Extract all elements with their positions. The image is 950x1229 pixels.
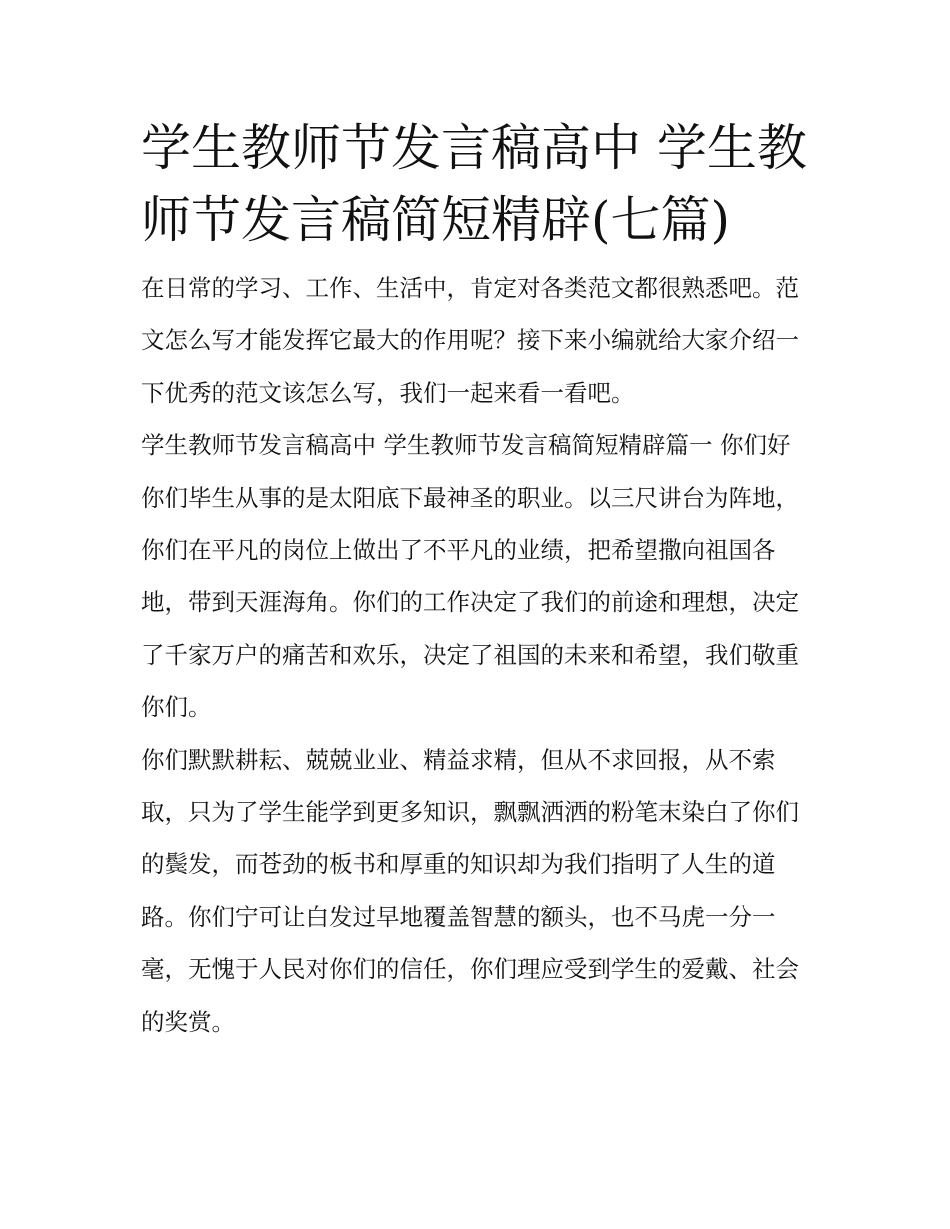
document-title (141, 112, 817, 256)
intro-paragraph: 在日常的学习、工作、生活中，肯定对各类范文都很熟悉吧。范文怎么写才能发挥它最大的作用呢？接下来小编就给大家介绍一下优秀的范文该怎么写，我们一起来看一看吧。 (141, 274, 799, 407)
title-line-2: 师节发言稿简短精辟(七篇) (141, 191, 731, 249)
body-paragraph-1: 你们毕生从事的是太阳底下最神圣的职业。以三尺讲台为阵地，你们在平凡的岗位上做出了不平凡的业绩，把希望撒向祖国各地，带到天涯海角。你们的工作决定了我们的前途和理想，决定了千家万户的痛苦和欢乐，决定了祖国的未来和希望，我们敬重你们。 (141, 483, 799, 722)
body-paragraph-2: 你们默默耕耘、兢兢业业、精益求精，但从不求回报，从不索取，只为了学生能学到更多知识，飘飘洒洒的粉笔末染白了你们的鬓发，而苍劲的板书和厚重的知识却为我们指明了人生的道路。你们宁可让白发过早地覆盖智慧的额头，也不马虎一分一毫，无愧于人民对你们的信任，你们理应受到学生的爱戴、社会的奖赏。 (141, 745, 799, 1036)
section-heading-paragraph: 学生教师节发言稿高中 学生教师节发言稿简短精辟篇一 你们好 (141, 431, 791, 460)
title-line-1: 学生教师节发言稿高中 学生教 (141, 119, 807, 177)
document-page (141, 112, 817, 1048)
